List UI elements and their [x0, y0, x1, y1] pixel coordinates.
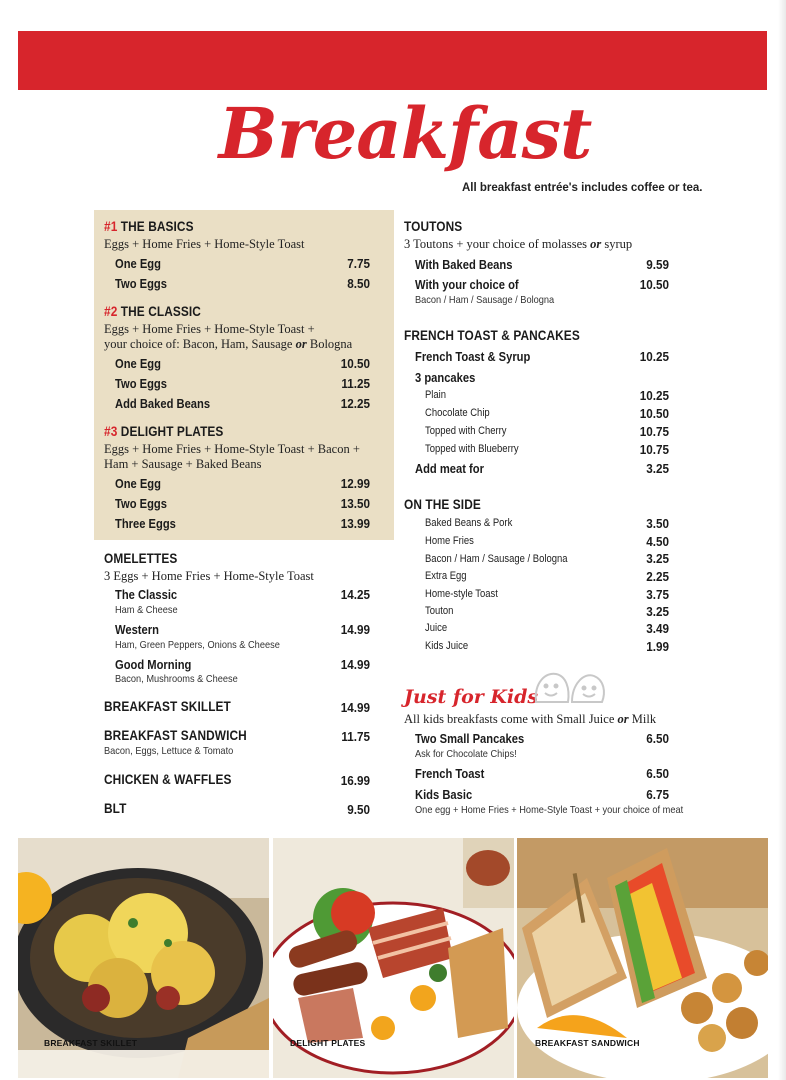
section-chicken-waffles: CHICKEN & WAFFLES — [104, 772, 232, 787]
photo-caption: DELIGHT PLATES — [290, 1038, 366, 1048]
menu-item: Add meat for — [415, 461, 484, 476]
kids-title: Just for Kids — [404, 686, 539, 708]
menu-item: Add Baked Beans — [115, 396, 211, 411]
menu-item: Two Eggs — [115, 276, 167, 291]
section-french-toast: FRENCH TOAST & PANCAKES — [404, 328, 580, 343]
side-item: Juice — [425, 622, 448, 634]
menu-price: 10.75 — [639, 424, 669, 439]
section-skillet: BREAKFAST SKILLET — [104, 699, 231, 714]
section-classic: #2 THE CLASSIC — [104, 304, 201, 319]
menu-price: 3.49 — [646, 621, 669, 636]
menu-item: 3 pancakes — [415, 370, 476, 385]
side-item: Baked Beans & Pork — [425, 517, 513, 529]
menu-item: One Egg — [115, 356, 161, 371]
menu-price: 3.25 — [646, 604, 669, 619]
menu-price: 13.50 — [340, 496, 370, 511]
menu-price: 4.50 — [646, 534, 669, 549]
menu-item-detail: Bacon, Mushrooms & Cheese — [115, 673, 238, 685]
side-item: Extra Egg — [425, 570, 467, 582]
side-item: Home Fries — [425, 535, 474, 547]
menu-option: Chocolate Chip — [425, 407, 490, 419]
page-subtitle: All breakfast entrée's includes coffee or tea. — [462, 182, 703, 194]
menu-item: French Toast — [415, 766, 485, 781]
menu-option: Topped with Blueberry — [425, 443, 519, 455]
menu-option: Plain — [425, 389, 447, 401]
menu-price: 14.25 — [340, 587, 370, 602]
menu-item: With your choice of — [415, 277, 519, 292]
menu-price: 9.59 — [646, 257, 669, 272]
menu-price: 11.25 — [341, 376, 370, 391]
menu-price: 6.75 — [646, 787, 669, 802]
section-description: your choice of: Bacon, Ham, Sausage or Bologna — [104, 337, 353, 351]
menu-price: 2.25 — [646, 569, 669, 584]
section-description: All kids breakfasts come with Small Juice or Milk — [404, 712, 657, 726]
menu-price: 12.25 — [340, 396, 370, 411]
menu-item: French Toast & Syrup — [415, 349, 531, 364]
photo-breakfast-sandwich — [517, 838, 768, 1078]
section-description: Eggs + Home Fries + Home-Style Toast + — [104, 322, 315, 336]
section-description: Eggs + Home Fries + Home-Style Toast + Bacon + — [104, 442, 360, 456]
menu-item: The Classic — [115, 587, 178, 602]
section-toutons: TOUTONS — [404, 219, 463, 234]
section-description: Eggs + Home Fries + Home-Style Toast — [104, 237, 305, 251]
menu-price: 10.75 — [639, 442, 669, 457]
menu-price: 10.50 — [639, 406, 669, 421]
menu-price: 3.25 — [646, 461, 669, 476]
menu-item: Two Eggs — [115, 376, 167, 391]
top-red-band — [18, 31, 767, 90]
photo-caption: BREAKFAST SKILLET — [44, 1038, 138, 1048]
page-title: Breakfast — [218, 92, 592, 175]
menu-price: 6.50 — [646, 731, 669, 746]
section-on-the-side: ON THE SIDE — [404, 497, 481, 512]
menu-price: 10.25 — [639, 388, 669, 403]
section-description: Ham + Sausage + Baked Beans — [104, 457, 262, 471]
menu-item: Kids Basic — [415, 787, 473, 802]
side-item: Kids Juice — [425, 640, 469, 652]
photo-breakfast-skillet — [18, 838, 269, 1078]
menu-item-detail: Ask for Chocolate Chips! — [415, 748, 517, 760]
section-description: 3 Toutons + your choice of molasses or syrup — [404, 237, 633, 251]
menu-item-detail: Ham & Cheese — [115, 604, 178, 616]
menu-price: 13.99 — [340, 516, 370, 531]
menu-price: 14.99 — [340, 700, 370, 715]
page-edge — [778, 0, 786, 1080]
menu-price: 12.99 — [340, 476, 370, 491]
section-omelettes: OMELETTES — [104, 551, 178, 566]
menu-price: 3.50 — [646, 516, 669, 531]
menu-item: Three Eggs — [115, 516, 176, 531]
menu-option: Topped with Cherry — [425, 425, 507, 437]
menu-price: 7.75 — [347, 256, 370, 271]
menu-price: 1.99 — [646, 639, 669, 654]
menu-item: One Egg — [115, 256, 161, 271]
menu-price: 9.50 — [347, 802, 370, 817]
section-blt: BLT — [104, 801, 127, 816]
menu-price: 10.25 — [639, 349, 669, 364]
menu-item-detail: One egg + Home Fries + Home-Style Toast + your choice of meat — [415, 804, 684, 816]
photo-delight-plates — [273, 838, 514, 1078]
menu-item: Good Morning — [115, 657, 192, 672]
side-item: Home-style Toast — [425, 588, 498, 600]
section-description: 3 Eggs + Home Fries + Home-Style Toast — [104, 569, 314, 583]
menu-item: Two Eggs — [115, 496, 167, 511]
menu-item-detail: Bacon / Ham / Sausage / Bologna — [415, 294, 555, 306]
side-item: Bacon / Ham / Sausage / Bologna — [425, 553, 568, 565]
menu-price: 8.50 — [347, 276, 370, 291]
menu-price: 14.99 — [340, 622, 370, 637]
menu-item: Western — [115, 622, 159, 637]
menu-item: Two Small Pancakes — [415, 731, 525, 746]
menu-price: 6.50 — [646, 766, 669, 781]
menu-price: 3.75 — [646, 587, 669, 602]
menu-price: 14.99 — [340, 657, 370, 672]
menu-item-detail: Ham, Green Peppers, Onions & Cheese — [115, 639, 280, 651]
menu-price: 10.50 — [340, 356, 370, 371]
section-basics: #1 THE BASICS — [104, 219, 194, 234]
menu-item: With Baked Beans — [415, 257, 513, 272]
photo-caption: BREAKFAST SANDWICH — [535, 1038, 640, 1048]
section-sandwich: BREAKFAST SANDWICH — [104, 728, 247, 743]
side-item: Touton — [425, 605, 454, 617]
menu-price: 11.75 — [341, 729, 370, 744]
menu-price: 10.50 — [639, 277, 669, 292]
menu-item: One Egg — [115, 476, 161, 491]
kids-face-icon — [532, 668, 610, 713]
menu-price: 3.25 — [646, 551, 669, 566]
menu-item-detail: Bacon, Eggs, Lettuce & Tomato — [104, 745, 234, 757]
menu-price: 16.99 — [340, 773, 370, 788]
section-delight: #3 DELIGHT PLATES — [104, 424, 224, 439]
